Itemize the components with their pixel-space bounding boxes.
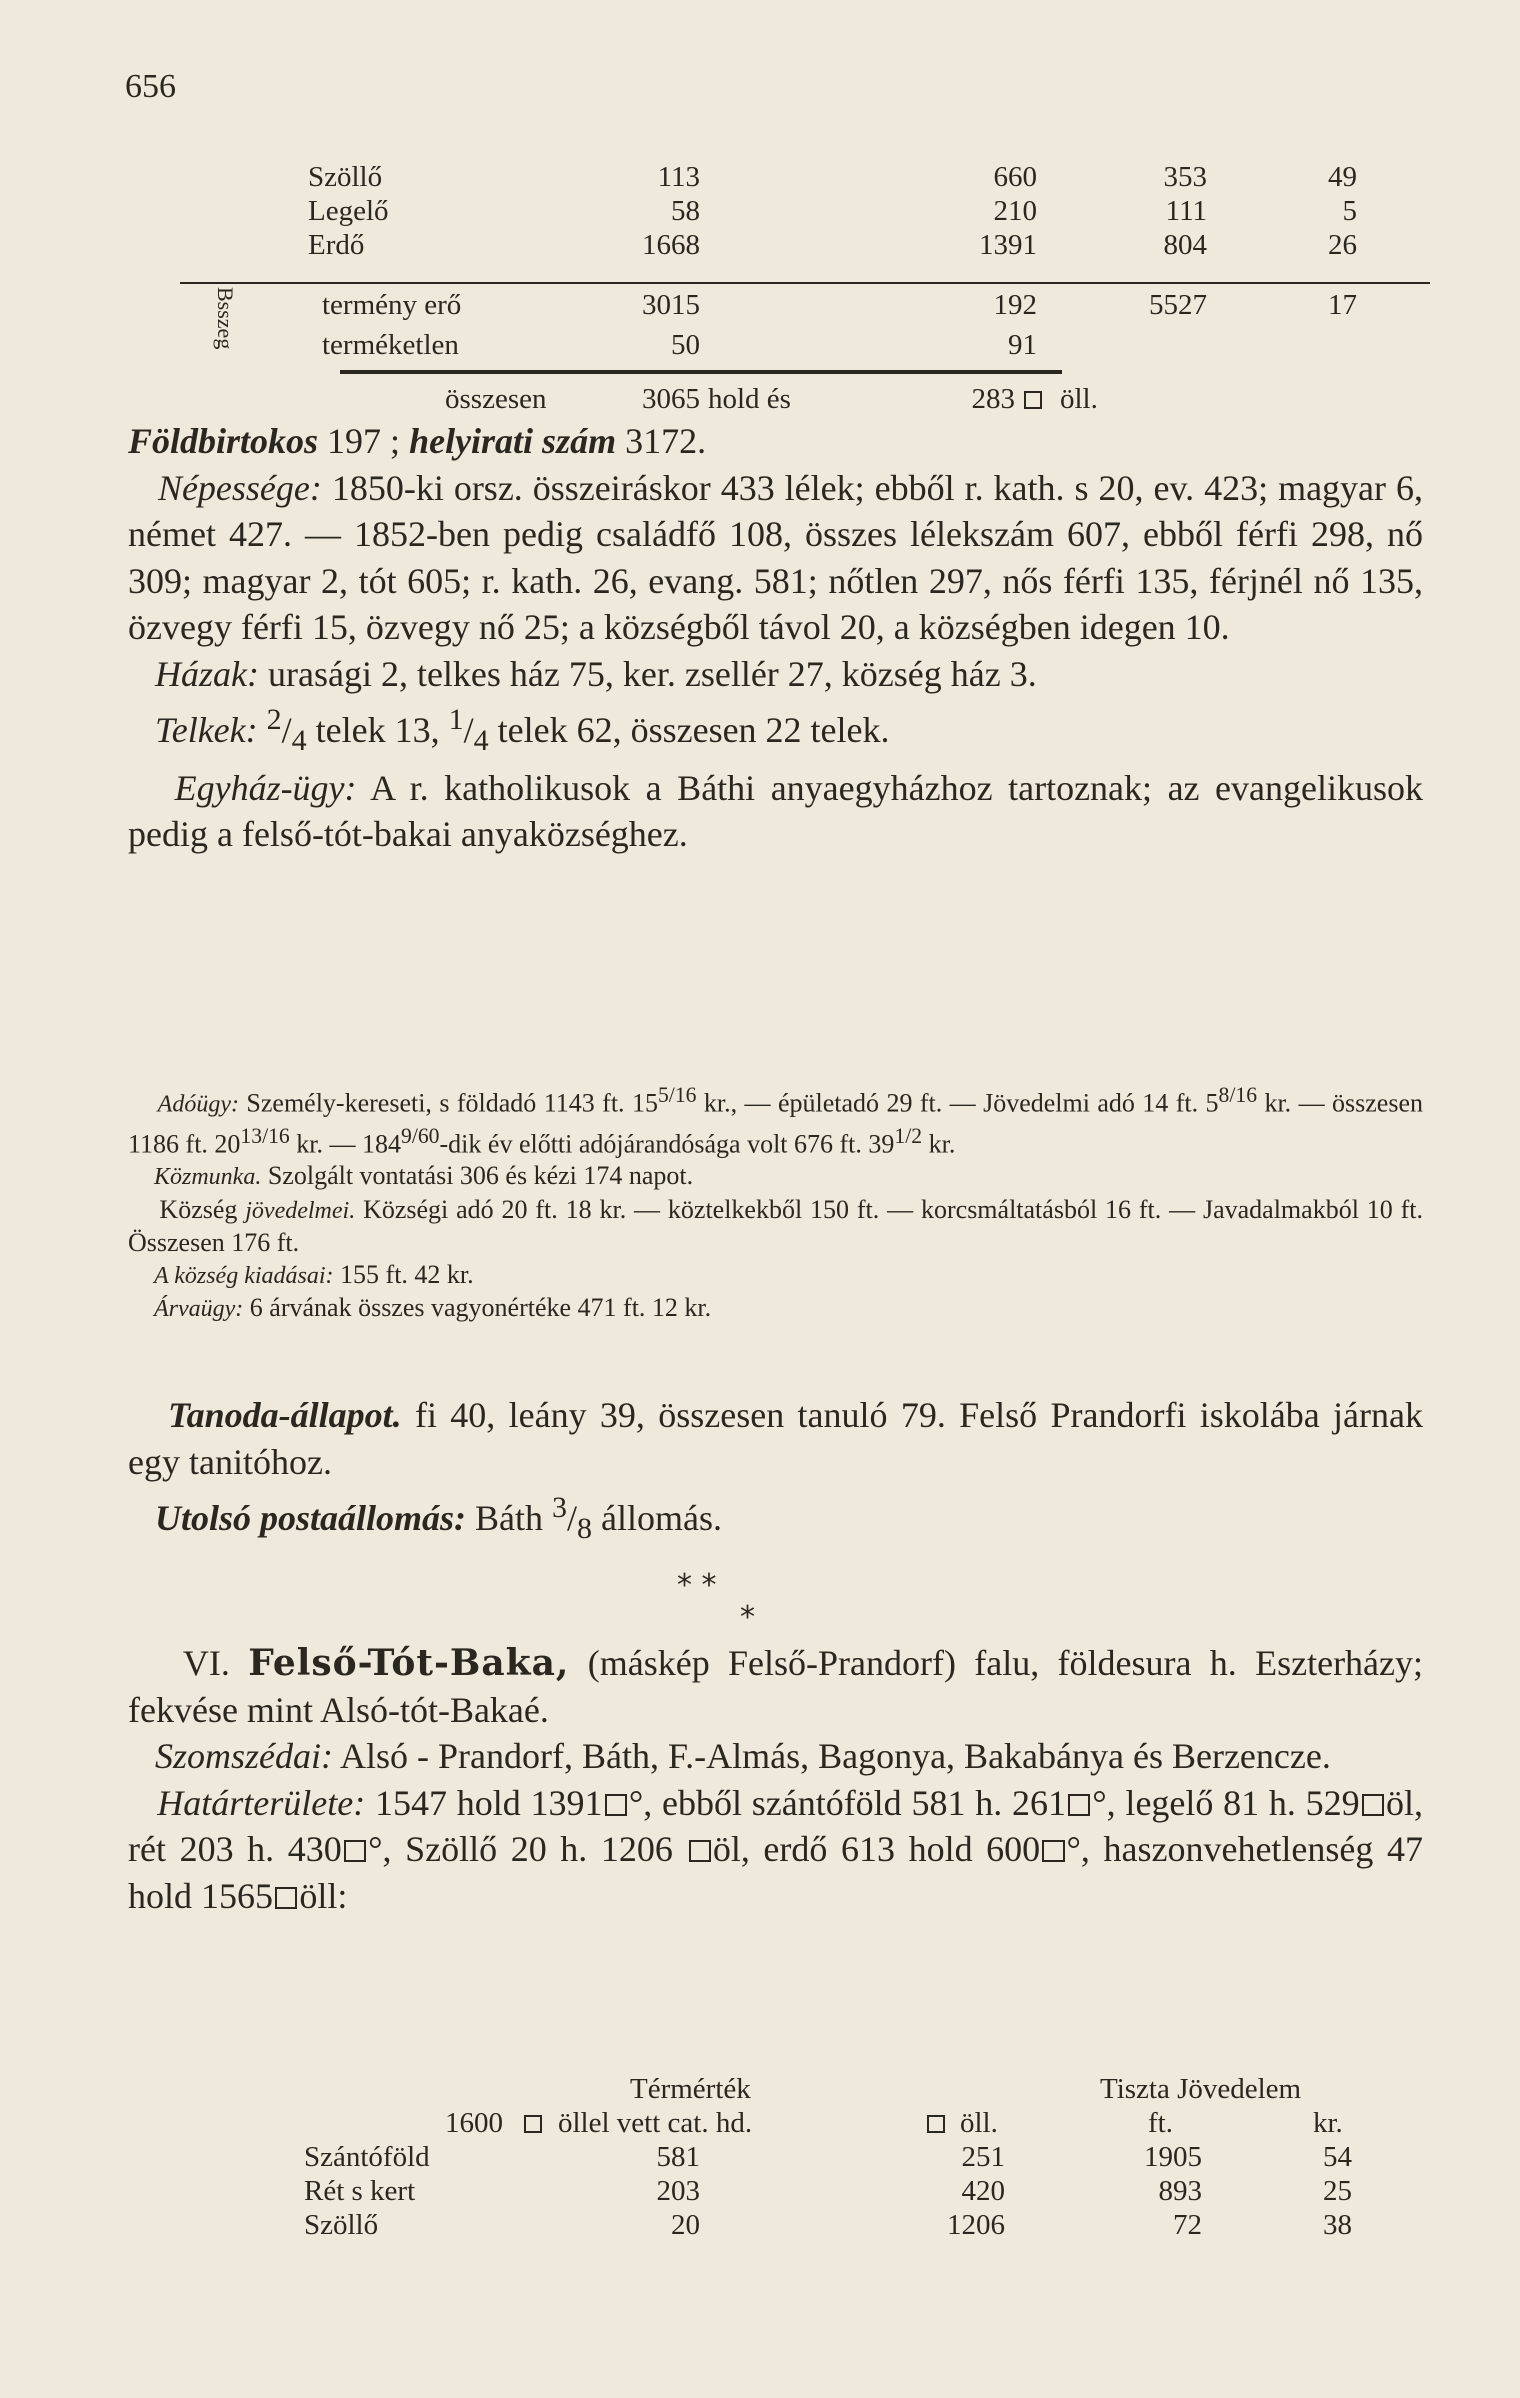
row-label: Szöllő — [308, 161, 383, 193]
header-kr: kr. — [1313, 2107, 1343, 2139]
cell: 54 — [1323, 2141, 1352, 2173]
cell: 581 — [656, 2141, 700, 2173]
fraction-den: 4 — [291, 724, 307, 758]
cell: 893 — [1158, 2175, 1202, 2207]
paragraph-kozseg-kiadasai — [128, 1259, 1423, 1293]
row-label: Rét s kert — [304, 2175, 416, 2207]
main-text-2 — [128, 1392, 1423, 1553]
cell: 210 — [993, 195, 1037, 227]
text: 1547 hold 1391 — [365, 1782, 603, 1823]
table-row — [0, 288, 1520, 322]
heading: Szomszédai: — [155, 1736, 333, 1776]
heading: jövedelmei. — [245, 1197, 356, 1224]
paragraph-intro — [128, 1640, 1423, 1733]
text: Személy-kereseti, s földadó 1143 ft. 15 — [238, 1088, 658, 1118]
fraction-num: 2 — [266, 703, 282, 736]
table-row — [0, 160, 1520, 194]
cell: 17 — [1328, 289, 1357, 321]
text: (máskép Felső-Prandorf) falu, földesura h. Eszterházy; fekvése mint Alsó-tót-Bakaé. — [128, 1643, 1424, 1730]
paragraph-utolso: Utolsó postaállomás: Báth $^3/_8$ állomás. — [155, 1491, 723, 1546]
text: 6 árvának összes vagyonértéke 471 ft. 12 kr. — [243, 1293, 712, 1323]
cell: 91 — [1008, 329, 1037, 361]
table-row — [0, 228, 1520, 262]
cell: 3015 — [642, 289, 700, 321]
sum-divider — [340, 370, 1062, 374]
cell: 113 — [657, 161, 700, 193]
square-symbol — [275, 1887, 297, 1909]
fraction: 8/16 — [1218, 1083, 1258, 1107]
text: °, legelő 81 h. 529 — [1092, 1782, 1360, 1823]
paragraph-foldbirtokos — [128, 418, 1423, 465]
row-label: Legelő — [308, 195, 389, 227]
cell: 192 — [993, 289, 1037, 321]
cell: 49 — [1328, 161, 1357, 193]
cell: 353 — [1163, 161, 1207, 193]
square-symbol — [1022, 382, 1044, 416]
text: telek 13, — [306, 710, 449, 750]
fraction: 1/2 — [894, 1124, 923, 1149]
text: kr. — 184 — [289, 1129, 401, 1159]
top-table — [0, 160, 1520, 262]
fraction-den: 8 — [577, 1512, 593, 1546]
cell: 38 — [1323, 2209, 1352, 2241]
cell: 804 — [1163, 229, 1207, 261]
row-label: Szöllő — [304, 2209, 379, 2241]
total-c2: 283 — [971, 383, 1015, 415]
table-divider — [180, 282, 1430, 284]
page-number: 656 — [125, 68, 176, 105]
separator-star: * — [740, 1600, 755, 1635]
square-symbol — [344, 1840, 366, 1862]
heading: Népessége: — [157, 467, 322, 508]
paragraph-tanoda — [128, 1392, 1423, 1485]
section-title: Felső-Tót-Baka, — [248, 1642, 570, 1684]
cell: 5 — [1342, 195, 1357, 227]
square-symbol — [689, 1840, 711, 1862]
total-row — [0, 382, 1520, 416]
total-label: összesen — [445, 383, 547, 415]
text: öll: — [299, 1875, 348, 1916]
text: °, haszonvehetlenség 47 hold 1565 — [128, 1829, 1423, 1916]
cell: 251 — [961, 2141, 1005, 2173]
fraction: 9/60 — [401, 1124, 440, 1149]
square-symbol — [925, 2106, 947, 2140]
cell: 1391 — [979, 229, 1037, 261]
header-termertek: Térmérték — [630, 2073, 751, 2105]
table-row — [0, 194, 1520, 228]
text: állomás. — [592, 1498, 723, 1538]
cell: 660 — [993, 161, 1037, 193]
section-number: VI. — [182, 1643, 230, 1683]
cell: 25 — [1323, 2175, 1352, 2207]
paragraph-hazak — [128, 651, 1423, 698]
cell: 420 — [961, 2175, 1005, 2207]
paragraph-egyhaz — [128, 765, 1423, 858]
text: Szolgált vontatási 306 és kézi 174 napot. — [261, 1161, 694, 1191]
heading: Határterülete: — [157, 1782, 366, 1823]
small-text — [128, 1080, 1423, 1326]
cell: 1668 — [642, 229, 700, 261]
text: fi 40, leány 39, összesen tanuló 79. Felső Prandorfi iskolába járnak egy tanitóhoz. — [128, 1395, 1424, 1482]
fraction-den: 4 — [473, 724, 489, 758]
text: kr. — összesen 1186 ft. 20 — [128, 1088, 1423, 1159]
header-tiszta: Tiszta Jövedelem — [1100, 2073, 1302, 2105]
header-oll: öll. — [960, 2107, 998, 2139]
text: -dik év előtti adójárandósága volt 676 ft. 39 — [439, 1129, 895, 1159]
text: Községi adó 20 ft. 18 kr. — köztelkekből 150 ft. — korcsmáltatásból 16 ft. — Javadalmakból 10 ft. Összesen 176 ft. — [128, 1194, 1424, 1258]
paragraph-szomszed — [128, 1733, 1423, 1780]
header-row — [0, 2072, 1520, 2106]
paragraph-nepesseg — [128, 465, 1423, 651]
text: 3172. — [616, 421, 707, 461]
table-row — [0, 328, 1520, 362]
paragraph-telkek: Telkek: $^2/_4$ telek 13, $^1/_4$ telek 62, összesen 22 telek. — [155, 703, 890, 758]
section-vi — [128, 1640, 1423, 1919]
header-ft: ft. — [1148, 2107, 1173, 2139]
cell: 5527 — [1149, 289, 1207, 321]
cell: 58 — [671, 195, 700, 227]
text: kr. — [922, 1129, 956, 1159]
heading: A község kiadásai: — [154, 1262, 334, 1289]
cell: 50 — [671, 329, 700, 361]
row-label: Erdő — [308, 229, 365, 261]
header-oll-vett: öllel vett cat. hd. — [558, 2107, 753, 2139]
paragraph-hatar — [128, 1780, 1423, 1920]
fraction: 5/16 — [657, 1083, 697, 1107]
text: urasági 2, telkes ház 75, ker. zsellér 27, község ház 3. — [258, 653, 1037, 694]
cell: 72 — [1173, 2209, 1202, 2241]
paragraph-adougy — [128, 1080, 1423, 1160]
text: 197 ; — [318, 421, 410, 461]
header-1600: 1600 — [445, 2107, 503, 2139]
square-symbol — [522, 2106, 544, 2140]
cell: 1905 — [1144, 2141, 1202, 2173]
table-row — [0, 2140, 1520, 2174]
bottom-table — [0, 2072, 1520, 2242]
text: Község — [159, 1194, 246, 1224]
heading: Házak: — [155, 653, 259, 694]
heading: Telkek: — [155, 710, 258, 750]
fraction-num: 1 — [448, 703, 464, 736]
cell: 26 — [1328, 229, 1357, 261]
square-symbol — [1068, 1794, 1090, 1816]
table-row — [0, 2208, 1520, 2242]
square-symbol — [605, 1794, 627, 1816]
paragraph-kozseg-jovedelmei — [128, 1194, 1423, 1259]
cell: 203 — [656, 2175, 700, 2207]
text: °, ebből szántóföld 581 h. 261 — [628, 1782, 1066, 1823]
paragraph-arvaugy — [128, 1292, 1423, 1326]
row-label: Szántóföld — [304, 2141, 430, 2173]
total-unit2: öll. — [1060, 383, 1098, 415]
table-row — [0, 2174, 1520, 2208]
total-value: 3065 — [642, 383, 700, 415]
heading: Utolsó postaállomás: — [155, 1498, 467, 1538]
text: A r. katholikusok a Báthi anyaegyházhoz tartoznak; az evangelikusok pedig a felső-tót-bakai anyaközséghez. — [128, 767, 1424, 855]
square-symbol — [1362, 1794, 1384, 1816]
cell: 111 — [1165, 195, 1207, 227]
main-text — [128, 418, 1423, 858]
text: kr., — épületadó 29 ft. — Jövedelmi adó 14 ft. 5 — [696, 1088, 1219, 1118]
side-label: Bsszeg — [213, 287, 238, 350]
text: °, Szöllő 20 h. 1206 — [368, 1829, 687, 1869]
row-label: terméketlen — [322, 329, 459, 361]
text: Alsó - Prandorf, Báth, F.-Almás, Bagonya, Bakabánya és Berzencze. — [333, 1736, 1331, 1776]
heading: Adóügy: — [157, 1091, 239, 1118]
heading: Közmunka. — [154, 1164, 262, 1191]
fraction-num: 3 — [552, 1491, 568, 1524]
heading: Tanoda-állapot. — [167, 1395, 402, 1435]
cell: 1206 — [947, 2209, 1005, 2241]
heading: Árvaügy: — [154, 1296, 244, 1323]
fraction: 13/16 — [240, 1124, 290, 1149]
cell: 20 — [671, 2209, 700, 2241]
text: 155 ft. 42 kr. — [333, 1259, 474, 1289]
text: öl, erdő 613 hold 600 — [712, 1829, 1041, 1869]
heading: Egyház-ügy: — [174, 767, 357, 808]
row-label: termény erő — [322, 289, 462, 321]
header-row — [0, 2106, 1520, 2140]
sub-table — [0, 288, 1520, 362]
square-symbol — [1042, 1840, 1064, 1862]
text: Báth — [466, 1498, 553, 1538]
text: 1850-ki orsz. összeiráskor 433 lélek; ebből r. kath. s 20, ev. 423; magyar 6, német 427. — 1852-ben pedig családfő 108, összes lélekszám 607, ebből férfi 298, nő 309; magyar 2, tót 605; r. kath. 26, evang. 581; nőtlen 297, nős férfi 135, férjnél nő 135, özvegy férfi 15, özvegy nő 25; a községből távol 20, a községben idegen 10. — [128, 467, 1424, 647]
text — [258, 710, 267, 750]
total-unit: hold és — [708, 383, 791, 415]
separator-stars: * * — [677, 1568, 717, 1603]
text: öl, rét 203 h. 430 — [128, 1782, 1424, 1869]
heading: Földbirtokos — [128, 421, 319, 461]
heading: helyirati szám — [409, 421, 617, 461]
text: telek 62, összesen 22 telek. — [488, 710, 890, 750]
paragraph-kozmunka — [128, 1160, 1423, 1194]
